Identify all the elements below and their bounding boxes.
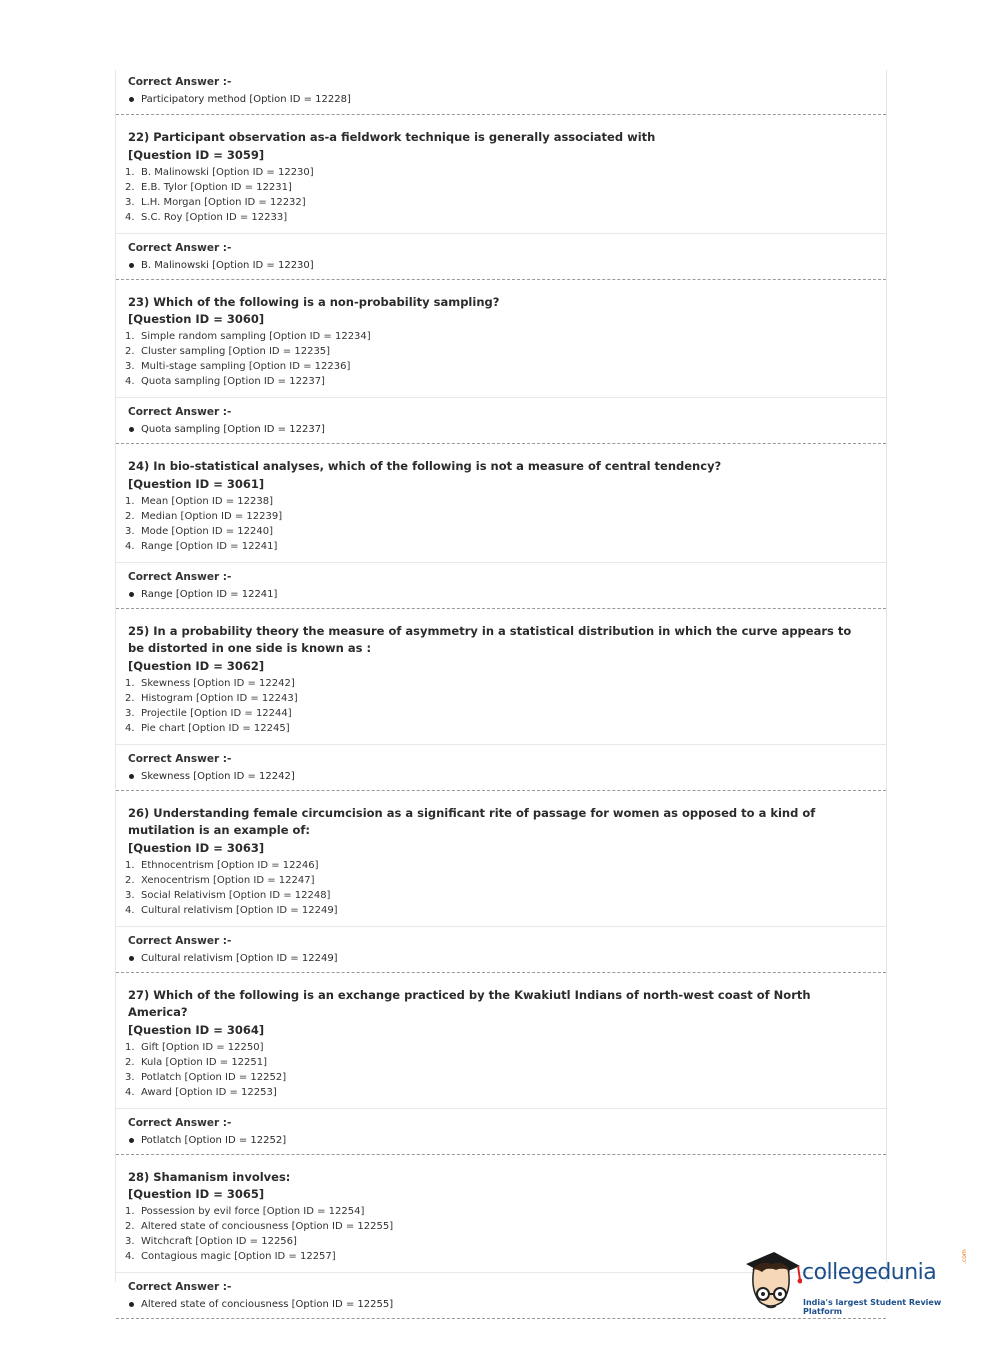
option-list: [125, 494, 870, 562]
correct-answer-label: Correct Answer :-: [128, 76, 232, 88]
option-text: Mode [Option ID = 12240]: [141, 525, 273, 537]
option-number: 2.: [125, 1221, 135, 1232]
option-item: [125, 691, 870, 706]
option-text: Ethnocentrism [Option ID = 12246]: [141, 859, 319, 871]
option-number: 1.: [125, 331, 135, 342]
question-id: [Question ID = 3062]: [128, 658, 265, 673]
option-number: 4.: [125, 540, 135, 552]
option-text: Contagious magic [Option ID = 12257]: [141, 1251, 336, 1262]
option-number: 2.: [125, 346, 135, 357]
question-id: [Question ID = 3059]: [128, 147, 265, 162]
option-text: Multi-stage sampling [Option ID = 12236]: [141, 361, 351, 372]
answer-block: [116, 233, 886, 280]
option-item: [125, 509, 870, 524]
mascot-icon: [740, 1250, 802, 1320]
option-text: E.B. Tylor [Option ID = 12231]: [141, 181, 292, 193]
logo-tagline: India's largest Student Review Platform: [803, 1298, 942, 1316]
option-number: 4.: [125, 904, 135, 916]
option-text: Gift [Option ID = 12250]: [141, 1041, 264, 1053]
option-number: 4.: [125, 722, 135, 734]
question-id: [Question ID = 3064]: [128, 1022, 265, 1037]
option-number: 2.: [125, 692, 135, 704]
option-text: Cluster sampling [Option ID = 12235]: [141, 346, 331, 357]
option-text: Pie chart [Option ID = 12245]: [141, 722, 290, 734]
option-number: 1.: [125, 495, 135, 507]
option-text: Social Relativism [Option ID = 12248]: [141, 889, 331, 901]
option-item: [125, 706, 870, 721]
question-block: [116, 444, 886, 609]
correct-answer-value: Quota sampling [Option ID = 12237]: [128, 421, 886, 438]
option-item: [125, 210, 870, 225]
option-text: Kula [Option ID = 12251]: [141, 1056, 268, 1068]
option-item: [125, 524, 870, 539]
option-item: [125, 180, 870, 195]
option-text: Median [Option ID = 12239]: [141, 510, 283, 522]
question-text: 25) In a probability theory the measure of asymmetry in a statistical distribution in which the curve appears to be distorted in one side is known as :: [128, 623, 852, 655]
option-item: [125, 1219, 870, 1234]
option-number: 4.: [125, 1086, 135, 1098]
option-number: 3.: [125, 889, 135, 901]
question-block: [116, 115, 886, 280]
answer-block: [116, 1108, 886, 1155]
option-number: 3.: [125, 1236, 135, 1247]
question-block: [116, 609, 886, 791]
option-text: Witchcraft [Option ID = 12256]: [141, 1236, 297, 1247]
option-number: 1.: [125, 677, 135, 689]
option-list: [125, 329, 870, 397]
option-text: S.C. Roy [Option ID = 12233]: [141, 211, 288, 223]
option-text: B. Malinowski [Option ID = 12230]: [141, 166, 314, 178]
answer-block: [116, 562, 886, 609]
option-item: [125, 1085, 870, 1100]
option-text: Quota sampling [Option ID = 12237]: [141, 376, 325, 387]
option-list: [125, 676, 870, 744]
option-item: [125, 195, 870, 210]
option-text: Skewness [Option ID = 12242]: [141, 677, 295, 689]
option-text: L.H. Morgan [Option ID = 12232]: [141, 196, 306, 208]
question-id: [Question ID = 3061]: [128, 476, 265, 491]
option-number: 3.: [125, 525, 135, 537]
option-list: [125, 165, 870, 233]
correct-answer-label: Correct Answer :-: [128, 1116, 232, 1129]
question-id: [Question ID = 3060]: [128, 312, 265, 326]
option-item: [125, 1040, 870, 1055]
option-item: [125, 1055, 870, 1070]
option-item: [125, 1204, 870, 1219]
option-number: 4.: [125, 376, 135, 387]
option-text: Award [Option ID = 12253]: [141, 1086, 277, 1098]
option-text: Potlatch [Option ID = 12252]: [141, 1071, 287, 1083]
option-number: 3.: [125, 707, 135, 719]
option-number: 3.: [125, 1071, 135, 1083]
correct-answer-label: Correct Answer :-: [128, 406, 232, 418]
option-text: Cultural relativism [Option ID = 12249]: [141, 904, 338, 916]
option-number: 4.: [125, 1251, 135, 1262]
option-item: [125, 676, 870, 691]
option-item: [125, 344, 870, 359]
logo-wordmark: collegedunia: [802, 1260, 937, 1285]
correct-answer-value: B. Malinowski [Option ID = 12230]: [128, 257, 886, 274]
option-text: Histogram [Option ID = 12243]: [141, 692, 298, 704]
question-text: 22) Participant observation as-a fieldwork technique is generally associated with: [128, 130, 656, 144]
option-text: Altered state of conciousness [Option ID = 12255]: [141, 1221, 394, 1232]
option-item: [125, 1234, 870, 1249]
logo-suffix: .com: [961, 1249, 968, 1264]
option-item: [125, 494, 870, 509]
question-text: 23) Which of the following is a non-probability sampling?: [128, 294, 500, 309]
option-text: Simple random sampling [Option ID = 12234]: [141, 331, 371, 342]
option-number: 4.: [125, 211, 135, 223]
option-item: [125, 903, 870, 918]
option-number: 2.: [125, 874, 135, 886]
question-block: [116, 973, 886, 1155]
option-list: [125, 1040, 870, 1108]
question-text: 24) In bio-statistical analyses, which of the following is not a measure of central tendency?: [128, 459, 722, 473]
option-item: [125, 165, 870, 180]
question-id: [Question ID = 3063]: [128, 840, 265, 855]
option-number: 2.: [125, 181, 135, 193]
correct-answer-label: Correct Answer :-: [128, 570, 232, 583]
option-item: [125, 721, 870, 736]
collegedunia-logo: [740, 1250, 980, 1320]
answer-block: [116, 397, 886, 444]
option-number: 2.: [125, 510, 135, 522]
option-text: Range [Option ID = 12241]: [141, 540, 278, 552]
question-text: 26) Understanding female circumcision as a significant rite of passage for women as opposed to a kind of mutilation is an example of:: [128, 805, 816, 837]
correct-answer-value: Altered state of conciousness [Option ID = 12255]: [128, 1296, 886, 1313]
correct-answer-value: Cultural relativism [Option ID = 12249]: [128, 950, 886, 967]
answer-block: [116, 926, 886, 973]
option-text: Mean [Option ID = 12238]: [141, 495, 273, 507]
option-number: 1.: [125, 166, 135, 178]
option-item: [125, 888, 870, 903]
correct-answer-label: Correct Answer :-: [128, 752, 232, 765]
option-item: [125, 873, 870, 888]
correct-answer-label: Correct Answer :-: [128, 241, 232, 254]
correct-answer-value: Participatory method [Option ID = 12228]: [128, 91, 886, 108]
option-item: [125, 858, 870, 873]
option-number: 1.: [125, 1206, 135, 1217]
answer-block-21: [116, 70, 886, 115]
option-number: 1.: [125, 859, 135, 871]
option-item: [125, 374, 870, 389]
answer-block: [116, 744, 886, 791]
correct-answer-label: Correct Answer :-: [128, 1281, 232, 1293]
option-list: [125, 858, 870, 926]
option-text: Projectile [Option ID = 12244]: [141, 707, 292, 719]
option-item: [125, 1070, 870, 1085]
question-id: [Question ID = 3065]: [128, 1187, 265, 1201]
correct-answer-value: Skewness [Option ID = 12242]: [128, 768, 886, 785]
option-number: 1.: [125, 1041, 135, 1053]
option-item: [125, 329, 870, 344]
correct-answer-value: Range [Option ID = 12241]: [128, 586, 886, 603]
question-text: 27) Which of the following is an exchange practiced by the Kwakiutl Indians of north-west coast of North America?: [128, 987, 811, 1019]
question-block: [116, 280, 886, 445]
question-block: [116, 791, 886, 973]
option-number: 3.: [125, 196, 135, 208]
correct-answer-value: Potlatch [Option ID = 12252]: [128, 1132, 886, 1149]
option-number: 2.: [125, 1056, 135, 1068]
question-paper-page: [115, 70, 887, 1310]
correct-answer-label: Correct Answer :-: [128, 934, 232, 947]
question-list: [116, 115, 886, 1319]
option-number: 3.: [125, 361, 135, 372]
option-text: Xenocentrism [Option ID = 12247]: [141, 874, 315, 886]
question-text: 28) Shamanism involves:: [128, 1169, 291, 1184]
option-item: [125, 539, 870, 554]
option-item: [125, 359, 870, 374]
option-text: Possession by evil force [Option ID = 12254]: [141, 1206, 365, 1217]
